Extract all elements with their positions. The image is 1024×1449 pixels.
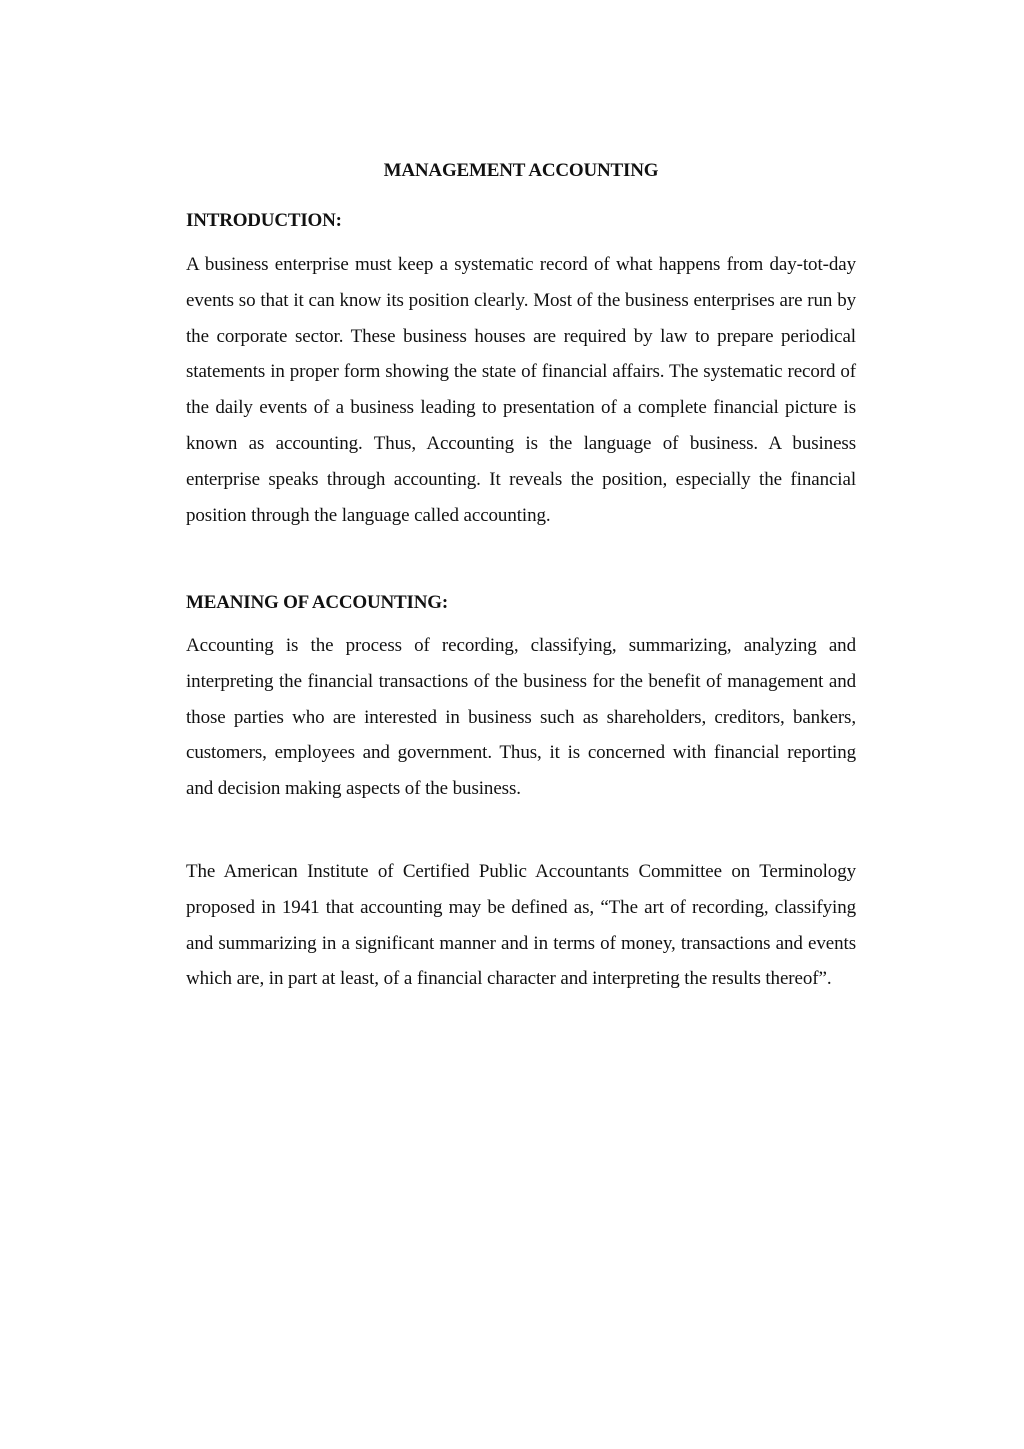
introduction-heading: INTRODUCTION: [186, 210, 342, 231]
meaning-paragraph-aicpa: The American Institute of Certified Public Accountants Committee on Terminology proposed in 1941 that accounting may be defined as, “The art of recording, classifying and summarizing in a significant manner and in terms of money, transactions and events which are, in part at least, of a financial character and interpreting the results thereof”. [186, 861, 856, 990]
page-title: MANAGEMENT ACCOUNTING [383, 160, 659, 181]
introduction-paragraph: A business enterprise must keep a systematic record of what happens from day-tot-day events so that it can know its position clearly. Most of the business enterprises are run by the corporate sector. These business houses are required by law to prepare periodical statements in proper form showing the state of financial affairs. The systematic record of the daily events of a business leading to presentation of a complete financial picture is known as accounting. Thus, Accounting is the language of business. A business enterprise speaks through accounting. It reveals the position, especially the financial position through the language called accounting. [186, 254, 856, 526]
meaning-heading: MEANING OF ACCOUNTING: [186, 592, 448, 613]
meaning-paragraph-definition: Accounting is the process of recording, classifying, summarizing, analyzing and interpreting the financial transactions of the business for the benefit of management and those parties who are interested in business such as shareholders, creditors, bankers, customers, employees and government. Thus, it is concerned with financial reporting and decision making aspects of the business. [186, 635, 856, 800]
